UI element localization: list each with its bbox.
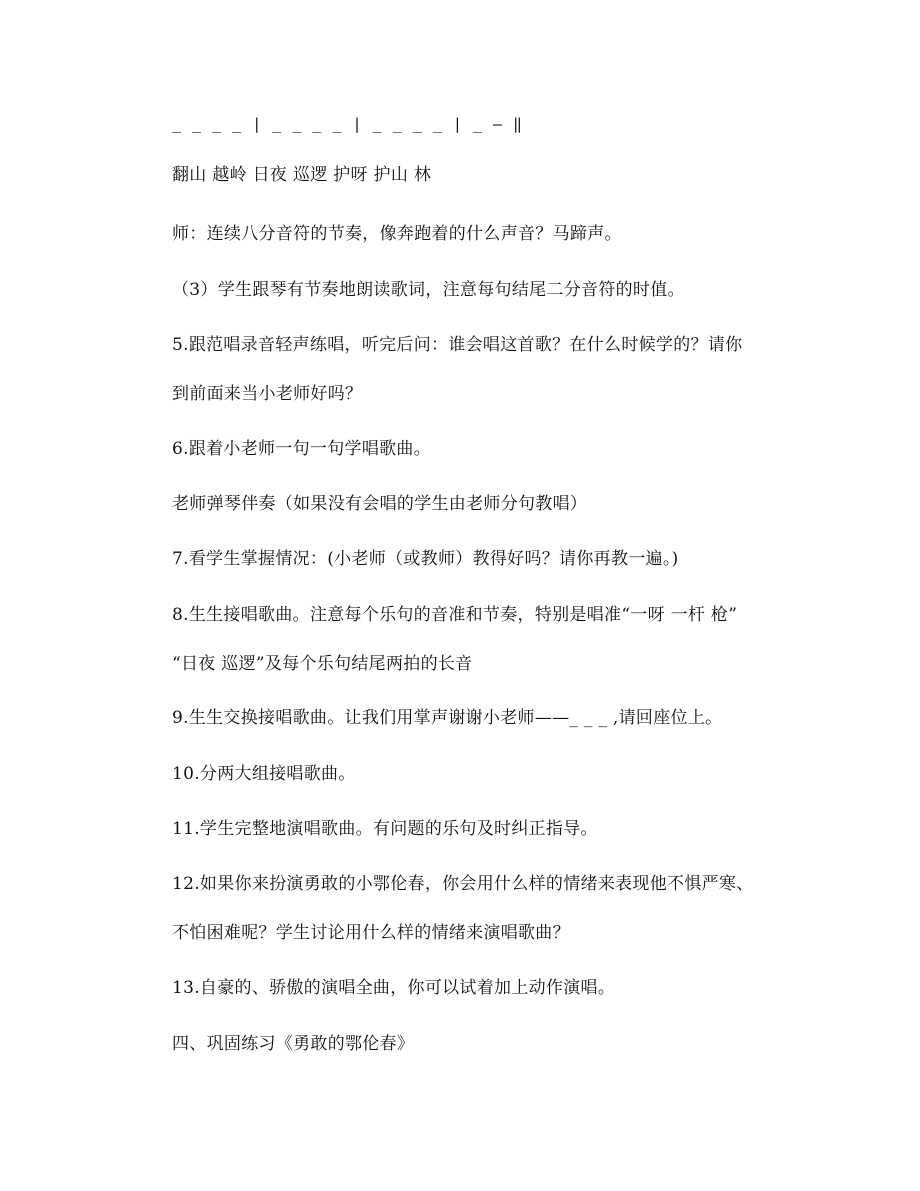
step-10: 10.分两大组接唱歌曲。 (172, 764, 356, 784)
rhythm-notation-line: _ _ _ _ | _ _ _ _ | _ _ _ _ | _ — ‖ (172, 115, 524, 133)
step-5-line-2: 到前面来当小老师好吗？ (172, 384, 363, 404)
step-8-line-1: 8.生生接唱歌曲。注意每个乐句的音准和节奏，特别是唱准“一呀 一杆 枪” (172, 605, 738, 625)
step-3-reading: （3）学生跟琴有节奏地朗读歌词，注意每句结尾二分音符的时值。 (172, 280, 685, 300)
teacher-question: 师：连续八分音符的节奏，像奔跑着的什么声音？马蹄声。 (172, 224, 622, 244)
lyrics-line: 翻山 越岭 日夜 巡逻 护呀 护山 林 (172, 165, 432, 185)
step-12-line-2: 不怕困难呢？学生讨论用什么样的情绪来演唱歌曲？ (172, 923, 570, 943)
teacher-accompaniment: 老师弹琴伴奏（如果没有会唱的学生由老师分句教唱） (172, 494, 588, 514)
step-12-line-1: 12.如果你来扮演勇敢的小鄂伦春，你会用什么样的情绪来表现他不惧严寒、 (172, 874, 754, 894)
section-heading-4: 四、巩固练习《勇敢的鄂伦春》 (172, 1034, 415, 1054)
step-7: 7.看学生掌握情况：(小老师（或教师）教得好吗？请你再教一遍。) (172, 549, 679, 569)
step-13: 13.自豪的、骄傲的演唱全曲，你可以试着加上动作演唱。 (172, 978, 616, 998)
step-6: 6.跟着小老师一句一句学唱歌曲。 (172, 439, 432, 459)
step-5-line-1: 5.跟范唱录音轻声练唱，听完后问：谁会唱这首歌？在什么时候学的？请你 (172, 335, 743, 355)
step-8-line-2: “日夜 巡逻”及每个乐句结尾两拍的长音 (172, 654, 473, 674)
step-11: 11.学生完整地演唱歌曲。有问题的乐句及时纠正指导。 (172, 819, 598, 839)
step-9: 9.生生交换接唱歌曲。让我们用掌声谢谢小老师——_ _ _ ,请回座位上。 (172, 708, 723, 728)
